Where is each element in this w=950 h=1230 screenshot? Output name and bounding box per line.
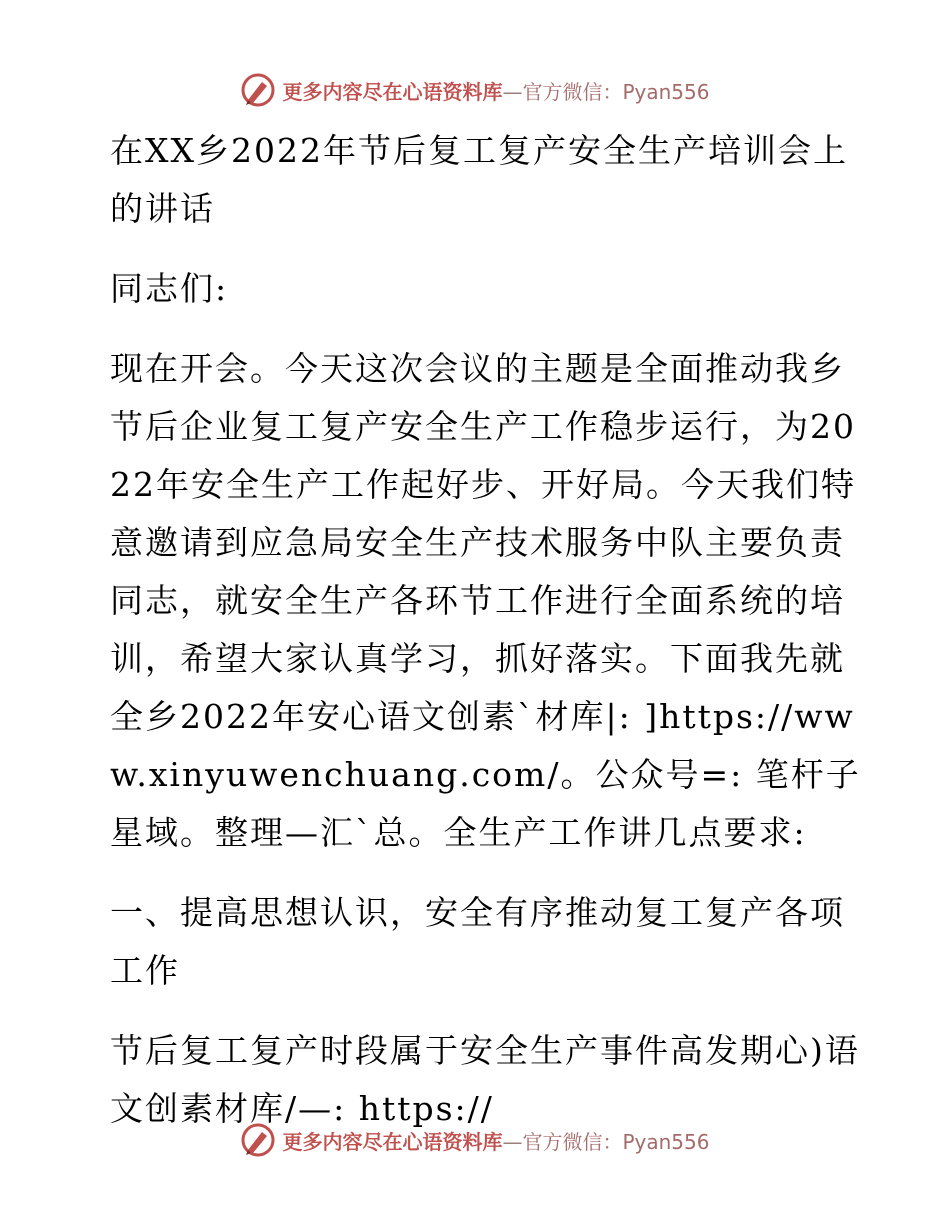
greeting: 同志们: — [110, 269, 229, 308]
pen-logo-icon — [240, 72, 276, 108]
header-brand: 更多内容尽在心语资料库 — [282, 79, 503, 104]
paragraph-1: 现在开会。今天这次会议的主题是全面推动我乡节后企业复工复产安全生产工作稳步运行，为2022年安全生产工作起好步、开好局。今天我们特意邀请到应急局安全生产技术服务中队主要负责同志，就安全生产各环节工作进行全面系统的培训，希望大家认真学习，抓好落实。下面我先就全乡2022年安心语文创素`材库|: ]https://www.xinyuwenchuang.com/。公众号=: 笔杆子星域。整理—汇`总。全生产工作讲几点要求: — [110, 349, 861, 852]
section-heading-1: 一、提高思想认识，安全有序推动复工复产各项工作 — [110, 893, 845, 990]
header-banner-text — [282, 76, 709, 105]
footer-separator: — — [502, 1129, 523, 1154]
document-title: 在XX乡2022年节后复工复产安全生产培训会上的讲话 — [110, 131, 848, 228]
header-banner — [0, 70, 950, 110]
footer-banner-text — [282, 1126, 709, 1155]
paragraph-2: 节后复工复产时段属于安全生产事件高发期心)语文创素材库/—: https:// — [110, 1031, 860, 1128]
footer-brand: 更多内容尽在心语资料库 — [282, 1129, 503, 1154]
header-separator: — — [502, 79, 523, 104]
pen-logo-icon — [240, 1122, 276, 1158]
footer-account: 官方微信：Pyan556 — [522, 1129, 710, 1154]
footer-banner — [0, 1120, 950, 1160]
document-body — [98, 122, 878, 1138]
header-account: 官方微信：Pyan556 — [522, 79, 710, 104]
